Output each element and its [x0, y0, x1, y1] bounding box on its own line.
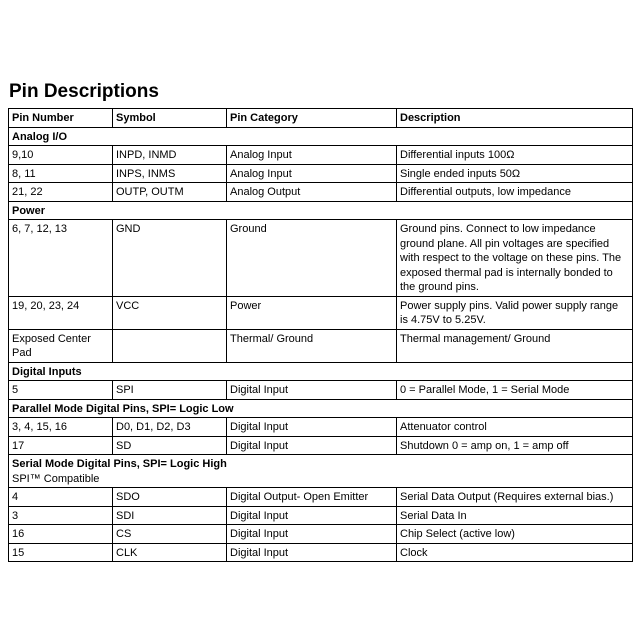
section-title: Analog I/O [12, 130, 67, 143]
header-description: Description [397, 109, 633, 128]
pin-number-cell: 8, 11 [9, 164, 113, 183]
description-cell: 0 = Parallel Mode, 1 = Serial Mode [397, 381, 633, 400]
description-cell: Thermal management/ Ground [397, 329, 633, 362]
pin-number-cell: 3 [9, 506, 113, 525]
pin-number-cell: 3, 4, 15, 16 [9, 418, 113, 437]
table-row [9, 488, 633, 507]
description-cell: Differential inputs 100Ω [397, 146, 633, 165]
pin-category-cell: Digital Input [227, 436, 397, 455]
description-cell: Single ended inputs 50Ω [397, 164, 633, 183]
section-row [9, 455, 633, 488]
header-pin-category: Pin Category [227, 109, 397, 128]
pin-category-cell: Thermal/ Ground [227, 329, 397, 362]
page-title: Pin Descriptions [9, 81, 159, 102]
pin-category-cell: Power [227, 296, 397, 329]
symbol-cell: SD [113, 436, 227, 455]
header-pin-number: Pin Number [9, 109, 113, 128]
section-row [9, 127, 633, 146]
symbol-cell: SPI [113, 381, 227, 400]
description-cell: Serial Data In [397, 506, 633, 525]
pin-number-cell: 21, 22 [9, 183, 113, 202]
header-row [9, 109, 633, 128]
pin-category-cell: Analog Output [227, 183, 397, 202]
section-header [9, 455, 633, 488]
symbol-cell: INPD, INMD [113, 146, 227, 165]
pin-number-cell: 5 [9, 381, 113, 400]
table-row [9, 525, 633, 544]
section-header [9, 201, 633, 220]
symbol-cell: SDO [113, 488, 227, 507]
pin-number-cell: 15 [9, 543, 113, 562]
symbol-cell: VCC [113, 296, 227, 329]
table-row [9, 220, 633, 297]
table-row [9, 183, 633, 202]
symbol-cell: INPS, INMS [113, 164, 227, 183]
description-cell: Differential outputs, low impedance [397, 183, 633, 202]
section-row [9, 399, 633, 418]
pin-category-cell: Digital Input [227, 525, 397, 544]
pin-number-cell: 19, 20, 23, 24 [9, 296, 113, 329]
pin-category-cell: Analog Input [227, 146, 397, 165]
section-row [9, 362, 633, 381]
description-cell: Attenuator control [397, 418, 633, 437]
pin-category-cell: Digital Input [227, 418, 397, 437]
description-cell: Serial Data Output (Requires external bias.) [397, 488, 633, 507]
description-cell: Chip Select (active low) [397, 525, 633, 544]
symbol-cell: SDI [113, 506, 227, 525]
table-row [9, 506, 633, 525]
table-row [9, 418, 633, 437]
section-title: Digital Inputs [12, 365, 82, 378]
description-cell: Ground pins. Connect to low impedance ground plane. All pin voltages are specified with respect to the voltage on these pins. The exposed thermal pad is internally bonded to the ground pins. [397, 220, 633, 297]
description-cell: Clock [397, 543, 633, 562]
pin-number-cell: 6, 7, 12, 13 [9, 220, 113, 297]
table-row [9, 436, 633, 455]
description-cell: Power supply pins. Valid power supply range is 4.75V to 5.25V. [397, 296, 633, 329]
pin-category-cell: Digital Output- Open Emitter [227, 488, 397, 507]
pin-number-cell: 4 [9, 488, 113, 507]
symbol-cell: D0, D1, D2, D3 [113, 418, 227, 437]
pin-category-cell: Digital Input [227, 543, 397, 562]
pin-category-cell: Ground [227, 220, 397, 297]
description-cell: Shutdown 0 = amp on, 1 = amp off [397, 436, 633, 455]
table-row [9, 146, 633, 165]
pin-category-cell: Analog Input [227, 164, 397, 183]
section-title: Serial Mode Digital Pins, SPI= Logic High [12, 458, 227, 470]
section-header [9, 399, 633, 418]
section-header [9, 127, 633, 146]
pin-descriptions-table [8, 108, 633, 562]
table-row [9, 543, 633, 562]
table-body [9, 127, 633, 562]
header-symbol: Symbol [113, 109, 227, 128]
section-title: Parallel Mode Digital Pins, SPI= Logic Low [12, 402, 234, 415]
pin-category-cell: Digital Input [227, 381, 397, 400]
pin-number-cell: Exposed Center Pad [9, 329, 113, 362]
table-row [9, 381, 633, 400]
table-row [9, 296, 633, 329]
symbol-cell: CS [113, 525, 227, 544]
symbol-cell [113, 329, 227, 362]
symbol-cell: OUTP, OUTM [113, 183, 227, 202]
pin-number-cell: 9,10 [9, 146, 113, 165]
pin-number-cell: 17 [9, 436, 113, 455]
pin-number-cell: 16 [9, 525, 113, 544]
section-title: Power [12, 204, 46, 217]
table-row [9, 164, 633, 183]
section-row [9, 201, 633, 220]
symbol-cell: CLK [113, 543, 227, 562]
pin-category-cell: Digital Input [227, 506, 397, 525]
table-row [9, 329, 633, 362]
section-header [9, 362, 633, 381]
section-subtitle: SPI™ Compatible [12, 472, 100, 485]
symbol-cell: GND [113, 220, 227, 297]
